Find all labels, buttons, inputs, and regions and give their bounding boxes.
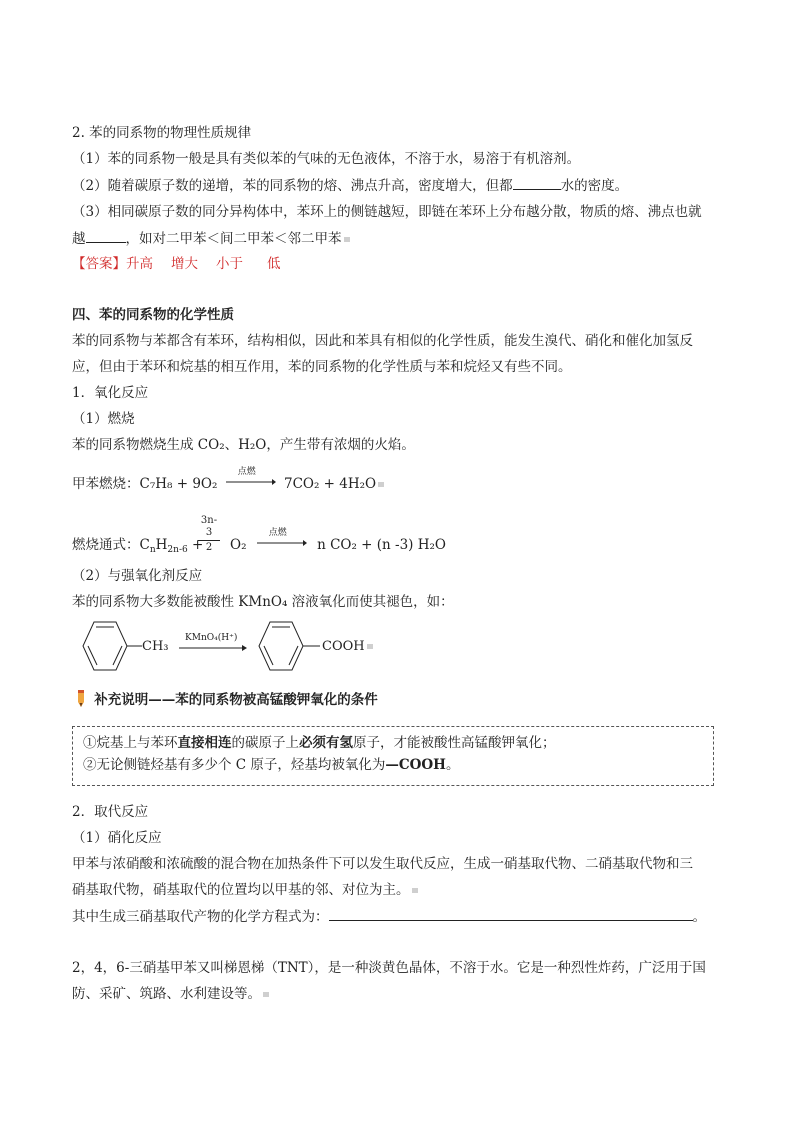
- anchor-mark-icon: [263, 992, 269, 997]
- text: 原子，才能被酸性高锰酸钾氧化；: [353, 735, 556, 751]
- cooh-text: COOH: [322, 639, 365, 654]
- arrow-icon: [257, 537, 307, 551]
- paragraph: [72, 984, 269, 1004]
- answer-tag: 【答案】: [72, 256, 126, 272]
- equation-toluene: [72, 467, 384, 494]
- text: 。: [692, 909, 706, 925]
- text: 其中生成三硝基取代产物的化学方程式为：: [72, 909, 329, 925]
- answer-value: 低: [267, 256, 281, 272]
- paragraph: （3）相同碳原子数的同分异构体中，苯环上的侧链越短，即链在苯环上分布越分散，物质的熔、沸点也就: [72, 204, 702, 220]
- note-heading: [72, 688, 378, 710]
- reagent-label: KMnO₄(H⁺): [185, 633, 238, 643]
- text: ，如对二甲苯＜间二甲苯＜邻二甲苯: [125, 231, 342, 247]
- arrow-icon: [226, 476, 276, 490]
- paragraph: [72, 880, 418, 900]
- anchor-mark-icon: [367, 644, 373, 649]
- products: n CO₂ + (n -3) H₂O: [317, 537, 446, 553]
- subsection-title: 2．取代反应: [72, 804, 149, 820]
- equation-general: [72, 535, 203, 558]
- benzene-ring-icon: [83, 622, 142, 670]
- cooh-label: [322, 637, 373, 657]
- emphasis: 必须有氢: [299, 735, 353, 751]
- subsection-title: （2）与强氧化剂反应: [72, 568, 203, 584]
- paragraph: 苯的同系物与苯都含有苯环，结构相似，因此和苯具有相似的化学性质，能发生溴代、硝化和催化加氢反: [72, 333, 693, 349]
- text: （2）随着碳原子数的递增，苯的同系物的熔、沸点升高，密度增大，但都: [72, 178, 513, 194]
- paragraph: [72, 906, 706, 927]
- section-title: 2. 苯的同系物的物理性质规律: [72, 125, 252, 141]
- anchor-mark-icon: [344, 237, 350, 242]
- emphasis: —COOH: [385, 757, 446, 774]
- text: ②无论侧链烃基有多少个 C 原子，烃基均被氧化为: [83, 757, 386, 774]
- anchor-mark-icon: [378, 482, 384, 487]
- anchor-mark-icon: [412, 888, 418, 893]
- equation-general-rest: [230, 528, 446, 555]
- paragraph: [72, 228, 350, 249]
- text: 水的密度。: [560, 178, 629, 194]
- paragraph: [72, 175, 628, 196]
- paragraph: 苯的同系物燃烧生成 CO₂、H₂O，产生带有浓烟的火焰。: [72, 437, 415, 453]
- subsection-title: 1．氧化反应: [72, 385, 149, 401]
- fill-blank: [86, 228, 126, 243]
- paragraph: 2，4，6-三硝基甲苯又叫梯恩梯（TNT），是一种淡黄色晶体，不溶于水。它是一种烈性炸药，广泛用于国: [72, 960, 706, 976]
- fill-blank: [513, 175, 561, 190]
- answer-value: 升高: [126, 256, 153, 272]
- text: 。: [445, 757, 460, 774]
- products: 7CO₂ + 4H₂O: [283, 476, 377, 492]
- note-box: [72, 726, 714, 786]
- reaction-arrow: [257, 528, 307, 549]
- paragraph: 甲苯与浓硝酸和浓硫酸的混合物在加热条件下可以发生取代反应，生成一硝基取代物、二硝基取代物和三: [72, 856, 693, 872]
- ch3-label: CH₃: [142, 639, 169, 654]
- equation-label: 燃烧通式：: [72, 537, 140, 553]
- text: 越: [72, 231, 86, 247]
- o2: O₂: [230, 537, 247, 553]
- equation-label: 甲苯燃烧：: [72, 476, 140, 492]
- arrowhead-icon: [242, 645, 247, 651]
- text: 硝基取代物，硝基取代的位置均以甲基的邻、对位为主。: [72, 882, 410, 898]
- benzene-ring-icon: [259, 622, 320, 670]
- answer-value: 小于: [216, 256, 243, 272]
- reaction-arrow: [226, 467, 276, 488]
- fraction-numerator: 3n-3: [200, 515, 218, 538]
- fraction-denominator: 2: [205, 542, 213, 553]
- answer-line: [72, 254, 281, 274]
- subsection-title: （1）燃烧: [72, 411, 135, 427]
- condition-label: 点燃: [237, 467, 256, 477]
- reactants: C₇H₈ + 9O₂: [139, 476, 218, 492]
- text: 防、采矿、筑路、水利建设等。: [72, 986, 261, 1002]
- paragraph: 苯的同系物大多数能被酸性 KMnO₄ 溶液氧化而使其褪色，如：: [72, 594, 454, 610]
- answer-value: 增大: [171, 256, 198, 272]
- subsection-title: （1）硝化反应: [72, 830, 162, 846]
- text: ①烷基上与苯环: [83, 735, 178, 751]
- note-line: [83, 755, 703, 775]
- emphasis: 直接相连: [177, 735, 232, 751]
- formula: $C_nH_{2n-6}$ +: [139, 537, 204, 555]
- pencil-icon: [72, 688, 90, 708]
- paragraph: （1）苯的同系物一般是具有类似苯的气味的无色液体，不溶于水，易溶于有机溶剂。: [72, 151, 581, 167]
- paragraph: 应，但由于苯环和烷基的相互作用，苯的同系物的化学性质与苯和烷烃又有些不同。: [72, 359, 572, 375]
- note-line: [83, 733, 703, 753]
- fill-blank: [329, 906, 693, 921]
- note-title: 补充说明——苯的同系物被高锰酸钾氧化的条件: [94, 692, 378, 708]
- fraction: [198, 515, 220, 554]
- condition-label: 点燃: [268, 528, 287, 538]
- section-title: 四、苯的同系物的化学性质: [72, 307, 234, 323]
- text: 的碳原子上: [231, 735, 299, 751]
